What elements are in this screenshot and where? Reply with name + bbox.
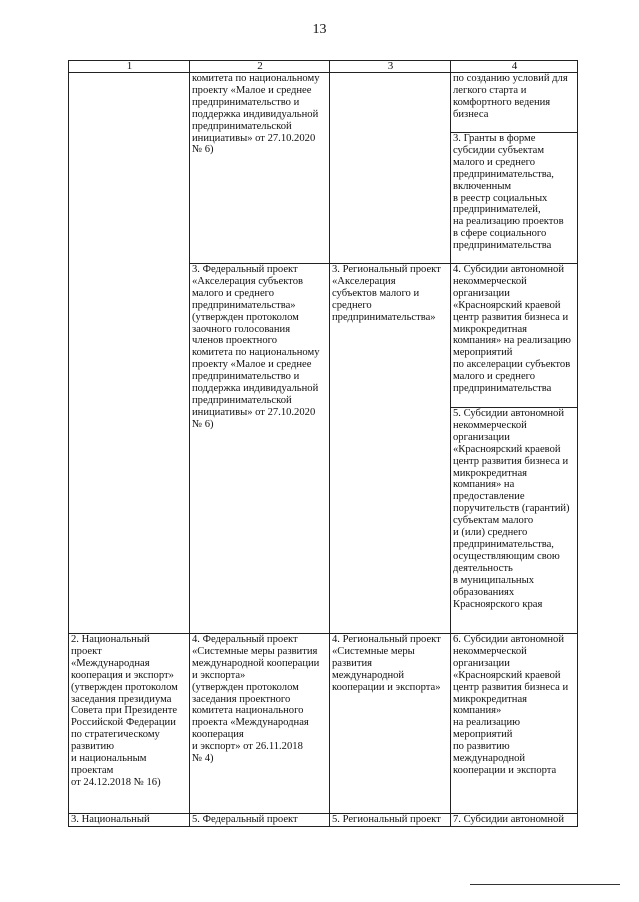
federal-project-3-cell: 3. Федеральный проект «Акселерация субъектов малого и среднего предпринимательства» (утвержден протоколом заочного голосования членов проектного комитета по национальному проекту «Малое и среднее предпринимательство и поддержка индивидуальной предпринимательской инициативы» от 27.10.2020 № 6) <box>190 264 330 634</box>
regional-project-2-continued-cell <box>330 73 451 264</box>
measure-2-continued-cell: по созданию условий для легкого старта и комфортного ведения бизнеса <box>451 73 578 133</box>
measure-6-cell: 6. Субсидии автономной некоммерческой организации «Красноярский краевой центр развития бизнеса и микрокредитная компания» на реализацию мероприятий по развитию международной кооперации и экспорта <box>451 634 578 814</box>
column-header-3: 3 <box>330 61 451 73</box>
projects-table <box>68 60 578 827</box>
measure-5-cell: 5. Субсидии автономной некоммерческой организации «Красноярский краевой центр развития бизнеса и микрокредитная компания» на предоставление поручительств (гарантий) субъектам малого и (или) среднего предпринимательства, осуществляющим свою деятельность в муниципальных образованиях Красноярского края <box>451 408 578 634</box>
page-number: 13 <box>312 22 327 37</box>
table-row <box>69 634 578 814</box>
footer-rule <box>470 884 620 885</box>
federal-project-5-cell: 5. Федеральный проект <box>190 814 330 827</box>
national-project-1-continued-cell <box>69 73 190 634</box>
measure-4-cell: 4. Субсидии автономной некоммерческой организации «Красноярский краевой центр развития бизнеса и микрокредитная компания» на реализацию мероприятий по акселерации субъектов малого и среднего предпринимательства <box>451 264 578 408</box>
regional-project-3-cell: 3. Региональный проект «Акселерация субъектов малого и среднего предпринимательства» <box>330 264 451 634</box>
column-header-4: 4 <box>451 61 578 73</box>
measure-7-cell: 7. Субсидии автономной <box>451 814 578 827</box>
regional-project-5-cell: 5. Региональный проект <box>330 814 451 827</box>
national-project-2-cell: 2. Национальный проект «Международная кооперация и экспорт» (утвержден протоколом заседания президиума Совета при Президенте Российской Федерации по стратегическому развитию и национальным проектам от 24.12.2018 № 16) <box>69 634 190 814</box>
federal-project-4-cell: 4. Федеральный проект «Системные меры развития международной кооперации и экспорта» (утвержден протоколом заседания проектного комитета национального проекта «Международная кооперация и экспорт» от 26.11.2018 № 4) <box>190 634 330 814</box>
federal-project-2-continued-cell: комитета по национальному проекту «Малое и среднее предпринимательство и поддержка индивидуальной предпринимательской инициативы» от 27.10.2020 № 6) <box>190 73 330 264</box>
column-header-1: 1 <box>69 61 190 73</box>
table-row <box>69 73 578 133</box>
measure-3-cell: 3. Гранты в форме субсидии субъектам малого и среднего предпринимательства, включенным в реестр социальных предпринимателей, на реализацию проектов в сфере социального предпринимательства <box>451 133 578 264</box>
column-header-2: 2 <box>190 61 330 73</box>
table-header-row <box>69 61 578 73</box>
table-row <box>69 814 578 827</box>
regional-project-4-cell: 4. Региональный проект «Системные меры развития международной кооперации и экспорта» <box>330 634 451 814</box>
national-project-3-cell: 3. Национальный <box>69 814 190 827</box>
